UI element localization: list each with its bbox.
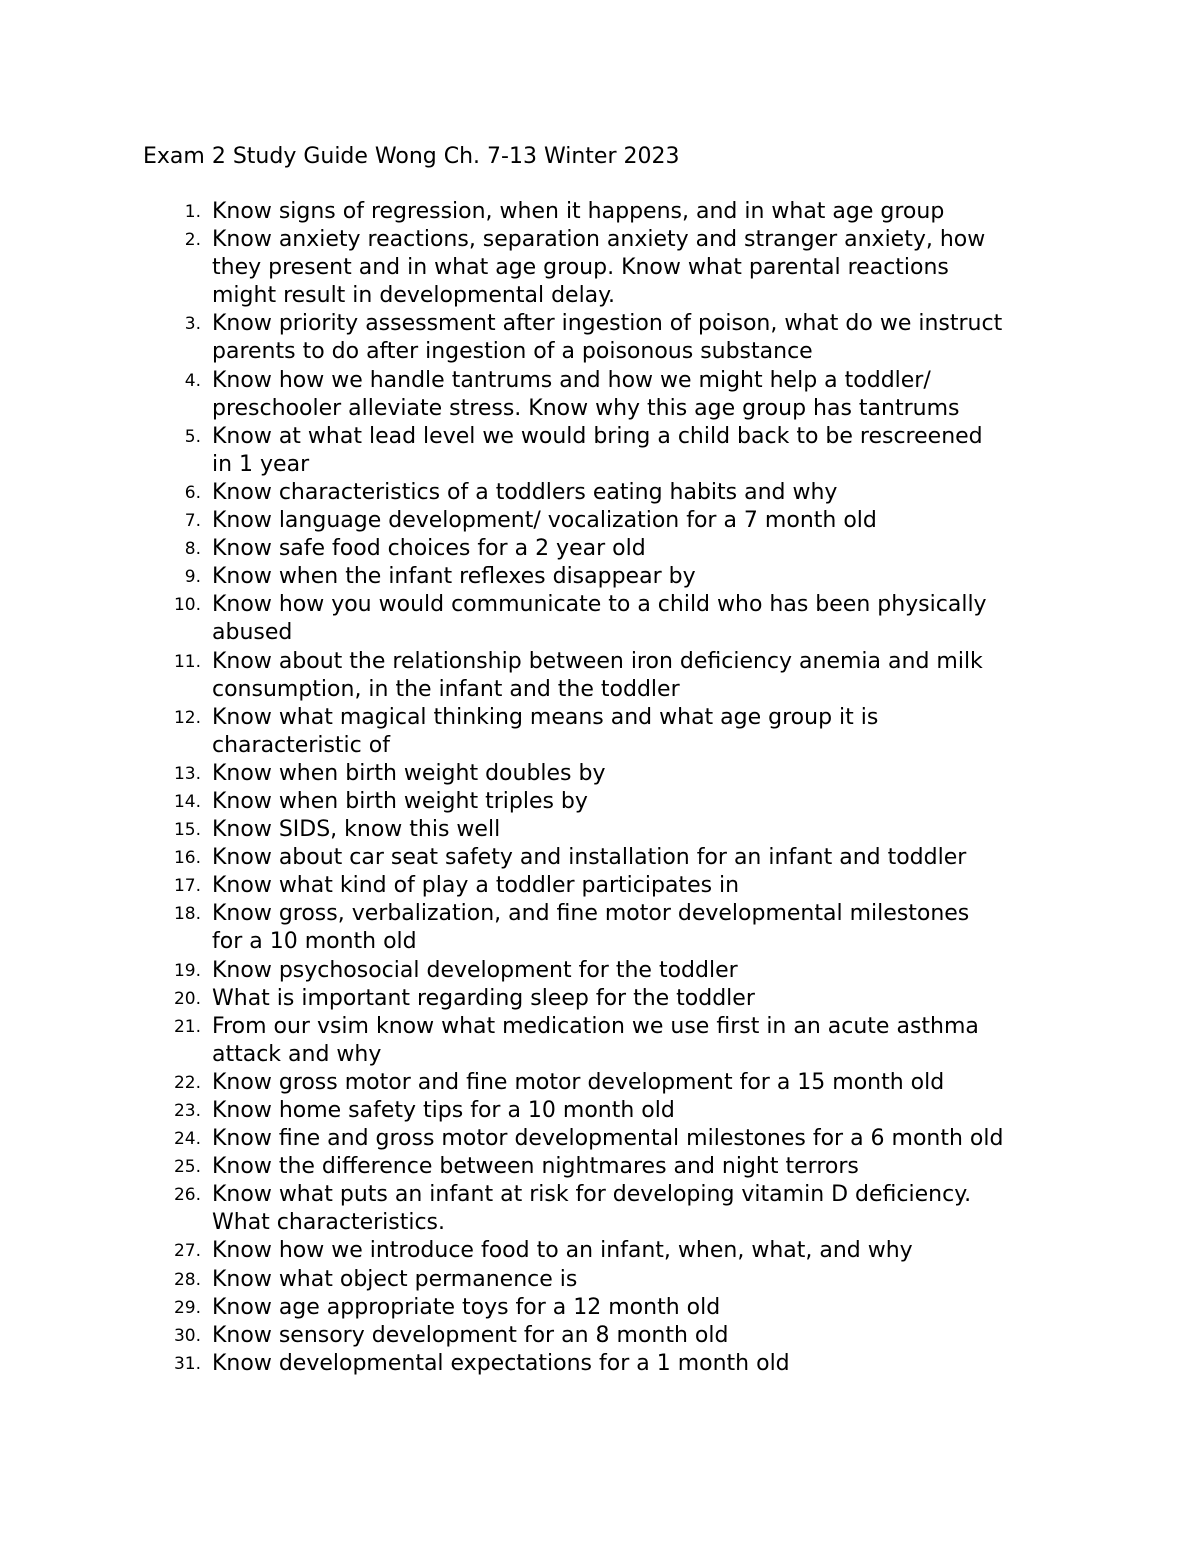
list-item [0, 1013, 1200, 1069]
list-item [0, 1153, 1200, 1181]
list-item-text: Know psychosocial development for the toddler [212, 957, 738, 983]
list-item-number: 26. [173, 1185, 201, 1206]
list-item [0, 198, 1200, 226]
list-item-text: Know sensory development for an 8 month old [212, 1322, 729, 1348]
list-item-text: Know how you would communicate to a child who has been physically [212, 592, 987, 618]
study-guide-list [0, 198, 1200, 1378]
list-item-text: Know what puts an infant at risk for developing vitamin D deficiency. [212, 1182, 972, 1208]
list-item-text: Know what kind of play a toddler participates in [212, 873, 740, 899]
list-item-number: 3. [184, 314, 201, 335]
list-item [0, 1097, 1200, 1125]
list-item-text: preschooler alleviate stress. Know why this age group has tantrums [212, 395, 960, 421]
list-item-text: Know safe food choices for a 2 year old [212, 536, 646, 562]
list-item [0, 1266, 1200, 1294]
list-item [0, 704, 1200, 760]
list-item-text: Know at what lead level we would bring a child back to be rescreened [212, 423, 983, 449]
list-item-text: Know priority assessment after ingestion of poison, what do we instruct [212, 311, 1003, 337]
list-item-number: 29. [173, 1297, 201, 1318]
list-item-text: Know when birth weight doubles by [212, 760, 606, 786]
document-title: Exam 2 Study Guide Wong Ch. 7-13 Winter 2023 [143, 144, 680, 169]
list-item-text: Know about car seat safety and installation for an infant and toddler [212, 845, 967, 871]
list-item [0, 760, 1200, 788]
list-item [0, 1181, 1200, 1237]
list-item-text: Know anxiety reactions, separation anxiety and stranger anxiety, how [212, 227, 986, 253]
list-item-text: What is important regarding sleep for the toddler [212, 985, 755, 1011]
list-item [0, 844, 1200, 872]
list-item-text: Know gross, verbalization, and fine motor developmental milestones [212, 901, 970, 927]
list-item-number: 17. [173, 876, 201, 897]
list-item-text: Know characteristics of a toddlers eating habits and why [212, 479, 838, 505]
list-item-text: What characteristics. [212, 1210, 446, 1236]
list-item-text: Know language development/ vocalization for a 7 month old [212, 508, 877, 534]
list-item-number: 16. [173, 848, 201, 869]
list-item-number: 25. [173, 1157, 201, 1178]
list-item-text: Know what object permanence is [212, 1266, 578, 1292]
list-item-text: Know SIDS, know this well [212, 817, 501, 843]
list-item-text: Know about the relationship between iron deficiency anemia and milk [212, 648, 983, 674]
list-item-text: Know age appropriate toys for a 12 month old [212, 1294, 721, 1320]
list-item-text: Know when the infant reflexes disappear by [212, 564, 696, 590]
list-item-text: From our vsim know what medication we use first in an acute asthma [212, 1013, 979, 1039]
list-item-text: consumption, in the infant and the toddler [212, 676, 680, 702]
list-item-number: 30. [173, 1325, 201, 1346]
list-item-text: Know what magical thinking means and what age group it is [212, 704, 879, 730]
list-item-text: Know how we introduce food to an infant, when, what, and why [212, 1238, 913, 1264]
list-item-number: 27. [173, 1241, 201, 1262]
list-item-number: 14. [173, 791, 201, 812]
list-item-number: 7. [184, 511, 201, 532]
list-item-number: 5. [184, 426, 201, 447]
list-item-number: 21. [173, 1016, 201, 1037]
list-item-text: Know when birth weight triples by [212, 788, 588, 814]
list-item-text: Know the difference between nightmares and night terrors [212, 1154, 859, 1180]
list-item [0, 1350, 1200, 1378]
list-item [0, 591, 1200, 647]
list-item [0, 1322, 1200, 1350]
list-item [0, 872, 1200, 900]
list-item [0, 535, 1200, 563]
list-item [0, 226, 1200, 310]
list-item [0, 1294, 1200, 1322]
list-item [0, 1125, 1200, 1153]
list-item-number: 1. [184, 202, 201, 222]
list-item [0, 900, 1200, 956]
list-item-text: Know how we handle tantrums and how we might help a toddler/ [212, 367, 931, 393]
list-item-number: 20. [173, 988, 201, 1009]
list-item [0, 957, 1200, 985]
list-item-number: 4. [184, 370, 201, 391]
list-item-number: 22. [173, 1072, 201, 1093]
list-item [0, 507, 1200, 535]
list-item-number: 28. [173, 1269, 201, 1290]
list-item-text: for a 10 month old [212, 929, 417, 955]
list-item-text: parents to do after ingestion of a poisonous substance [212, 339, 813, 365]
list-item-number: 10. [173, 595, 201, 616]
list-item-number: 2. [184, 230, 201, 251]
list-item-text: might result in developmental delay. [212, 283, 616, 309]
list-item [0, 367, 1200, 423]
list-item [0, 1069, 1200, 1097]
list-item-text: in 1 year [212, 451, 310, 477]
list-item-text: Know signs of regression, when it happens, and in what age group [212, 199, 945, 224]
list-item [0, 423, 1200, 479]
list-item-number: 23. [173, 1101, 201, 1121]
list-item [0, 788, 1200, 816]
list-item-number: 6. [184, 482, 201, 503]
list-item [0, 563, 1200, 591]
list-item-number: 12. [173, 707, 201, 728]
list-item-number: 13. [173, 763, 201, 784]
list-item-text: Know fine and gross motor developmental milestones for a 6 month old [212, 1126, 1004, 1152]
list-item-text: they present and in what age group. Know what parental reactions [212, 255, 949, 281]
list-item-text: Know gross motor and fine motor development for a 15 month old [212, 1069, 945, 1095]
list-item-text: Know home safety tips for a 10 month old [212, 1098, 675, 1123]
list-item-number: 31. [173, 1353, 201, 1374]
list-item-number: 15. [173, 820, 201, 841]
list-item [0, 985, 1200, 1013]
list-item-number: 19. [173, 960, 201, 981]
list-item-number: 8. [184, 539, 201, 560]
list-item [0, 479, 1200, 507]
list-item [0, 1237, 1200, 1265]
list-item-text: Know developmental expectations for a 1 month old [212, 1350, 790, 1376]
list-item [0, 648, 1200, 704]
list-item-text: attack and why [212, 1041, 382, 1067]
list-item-number: 24. [173, 1129, 201, 1150]
list-item-number: 18. [173, 904, 201, 925]
list-item-number: 9. [184, 567, 201, 588]
list-item-text: abused [212, 620, 293, 646]
list-item [0, 310, 1200, 366]
list-item-number: 11. [173, 651, 201, 672]
list-item [0, 816, 1200, 844]
list-item-text: characteristic of [212, 732, 390, 758]
